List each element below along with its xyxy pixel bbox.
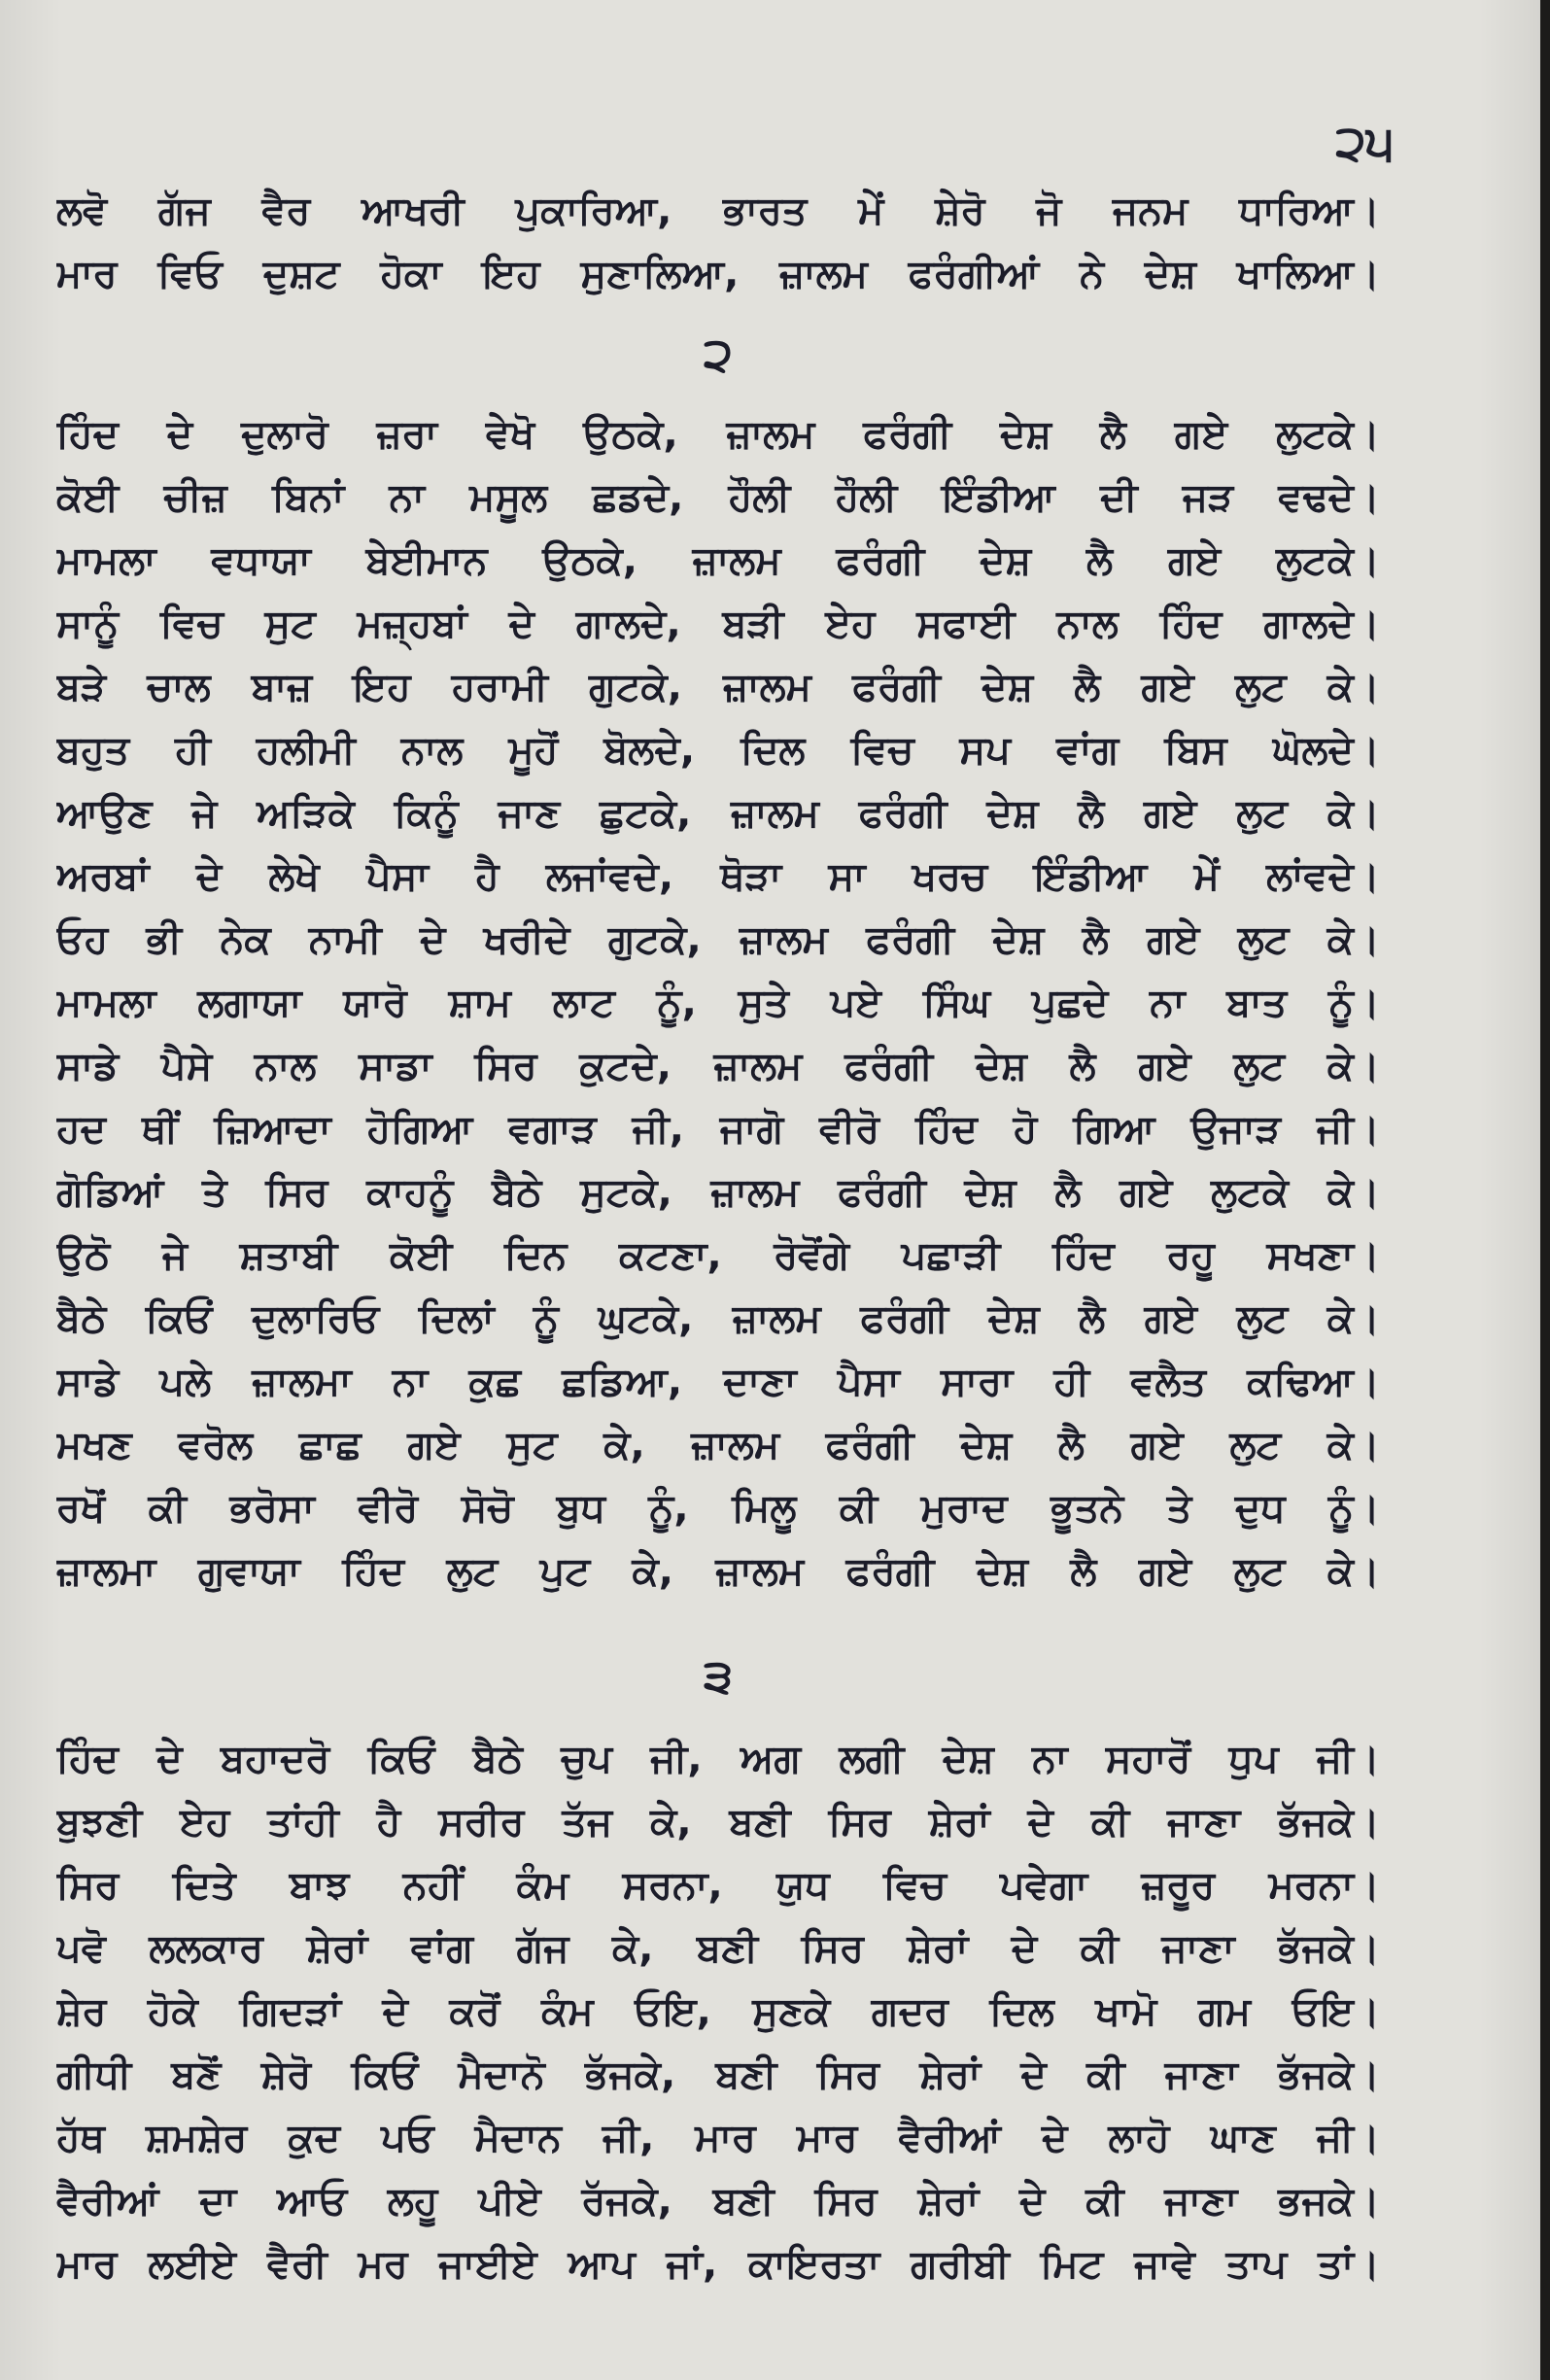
verse-line: ਬੁਝਣੀ ਏਹ ਤਾਂਹੀ ਹੈ ਸਰੀਰ ਤੱਜ ਕੇ, ਬਣੀ ਸਿਰ ਸ਼ੇਰਾਂ ਦੇ ਕੀ ਜਾਣਾ ਭੱਜਕੇ। (56, 1800, 1380, 1845)
verse-line: ਬੜੇ ਚਾਲ ਬਾਜ਼ ਇਹ ਹਰਾਮੀ ਗੁਟਕੇ, ਜ਼ਾਲਮ ਫਰੰਗੀ ਦੇਸ਼ ਲੈ ਗਏ ਲੁਟ ਕੇ। (56, 665, 1380, 709)
verse-line: ਓਹ ਭੀ ਨੇਕ ਨਾਮੀ ਦੇ ਖਰੀਦੇ ਗੁਟਕੇ, ਜ਼ਾਲਮ ਫਰੰਗੀ ਦੇਸ਼ ਲੈ ਗਏ ਲੁਟ ਕੇ। (56, 917, 1380, 962)
page-number: ੨੫ (1335, 115, 1395, 171)
verse-line: ਮਾਮਲਾ ਵਧਾਯਾ ਬੇਈਮਾਨ ਉਠਕੇ, ਜ਼ਾਲਮ ਫਰੰਗੀ ਦੇਸ਼ ਲੈ ਗਏ ਲੁਟਕੇ। (56, 538, 1380, 583)
verse-line: ਕੋਈ ਚੀਜ਼ ਬਿਨਾਂ ਨਾ ਮਸੂਲ ਛਡਦੇ, ਹੌਲੀ ਹੌਲੀ ਇੰਡੀਆ ਦੀ ਜੜ ਵਢਦੇ। (56, 475, 1380, 520)
section-number-3: ੩ (704, 1649, 733, 1704)
verse-line: ਰਖੋਂ ਕੀ ਭਰੋਸਾ ਵੀਰੋ ਸੋਚੋ ਬੁਧ ਨੂੰ, ਮਿਲੂ ਕੀ ਮੁਰਾਦ ਭੂਤਨੇ ਤੇ ਦੁਧ ਨੂੰ। (56, 1486, 1380, 1531)
poem-body (56, 180, 1380, 2296)
verse-line: ਹਿੰਦ ਦੇ ਬਹਾਦਰੋ ਕਿਓਂ ਬੈਠੇ ਚੁਪ ਜੀ, ਅਗ ਲਗੀ ਦੇਸ਼ ਨਾ ਸਹਾਰੋਂ ਧੁਪ ਜੀ। (56, 1737, 1380, 1781)
verse-line: ਸਾਡੇ ਪਲੇ ਜ਼ਾਲਮਾ ਨਾ ਕੁਛ ਛਡਿਆ, ਦਾਣਾ ਪੈਸਾ ਸਾਰਾ ਹੀ ਵਲੈਤ ਕਢਿਆ। (56, 1360, 1380, 1404)
verse-line: ਸਾਨੂੰ ਵਿਚ ਸੁਟ ਮਜ਼੍ਹਬਾਂ ਦੇ ਗਾਲਦੇ, ਬੜੀ ਏਹ ਸਫਾਈ ਨਾਲ ਹਿੰਦ ਗਾਲਦੇ। (56, 602, 1380, 646)
verse-line: ਮਾਰ ਵਿਓ ਦੁਸ਼ਟ ਹੋਕਾ ਇਹ ਸੁਣਾਲਿਆ, ਜ਼ਾਲਮ ਫਰੰਗੀਆਂ ਨੇ ਦੇਸ਼ ਖਾਲਿਆ। (56, 252, 1380, 296)
verse-line: ਪਵੋ ਲਲਕਾਰ ਸ਼ੇਰਾਂ ਵਾਂਗ ਗੱਜ ਕੇ, ਬਣੀ ਸਿਰ ਸ਼ੇਰਾਂ ਦੇ ਕੀ ਜਾਣਾ ਭੱਜਕੇ। (56, 1926, 1380, 1971)
verse-line: ਅਰਬਾਂ ਦੇ ਲੇਖੇ ਪੈਸਾ ਹੈ ਲਜਾਂਵਦੇ, ਥੋੜਾ ਸਾ ਖਰਚ ਇੰਡੀਆ ਮੇਂ ਲਾਂਵਦੇ। (56, 854, 1380, 899)
verse-line: ਗੋਡਿਆਂ ਤੇ ਸਿਰ ਕਾਹਨੂੰ ਬੈਠੇ ਸੁਟਕੇ, ਜ਼ਾਲਮ ਫਰੰਗੀ ਦੇਸ਼ ਲੈ ਗਏ ਲੁਟਕੇ ਕੇ। (56, 1170, 1380, 1215)
verse-line: ਮਖਣ ਵਰੋਲ ਛਾਛ ਗਏ ਸੁਟ ਕੇ, ਜ਼ਾਲਮ ਫਰੰਗੀ ਦੇਸ਼ ਲੈ ਗਏ ਲੁਟ ਕੇ। (56, 1423, 1380, 1467)
verse-line: ਹੱਥ ਸ਼ਮਸ਼ੇਰ ਕੁਦ ਪਓ ਮੈਦਾਨ ਜੀ, ਮਾਰ ਮਾਰ ਵੈਰੀਆਂ ਦੇ ਲਾਹੋ ਘਾਣ ਜੀ। (56, 2116, 1380, 2160)
verse-line: ਜ਼ਾਲਮਾ ਗੁਵਾਯਾ ਹਿੰਦ ਲੁਟ ਪੁਟ ਕੇ, ਜ਼ਾਲਮ ਫਰੰਗੀ ਦੇਸ਼ ਲੈ ਗਏ ਲੁਟ ਕੇ। (56, 1549, 1380, 1594)
verse-line: ਸ਼ੇਰ ਹੋਕੇ ਗਿਦੜਾਂ ਦੇ ਕਰੋਂ ਕੰਮ ਓਇ, ਸੁਣਕੇ ਗਦਰ ਦਿਲ ਖਾਮੋ ਗਮ ਓਇ। (56, 1989, 1380, 2034)
verse-line: ਸਿਰ ਦਿਤੇ ਬਾਝ ਨਹੀਂ ਕੰਮ ਸਰਨਾ, ਯੁਧ ਵਿਚ ਪਵੇਗਾ ਜ਼ਰੂਰ ਮਰਨਾ। (56, 1863, 1380, 1908)
section-number-2: ੨ (704, 328, 733, 382)
verse-line: ਮਾਰ ਲਈਏ ਵੈਰੀ ਮਰ ਜਾਈਏ ਆਪ ਜਾਂ, ਕਾਇਰਤਾ ਗਰੀਬੀ ਮਿਟ ਜਾਵੇ ਤਾਪ ਤਾਂ। (56, 2242, 1380, 2287)
verse-line: ਆਉਣ ਜੇ ਅੜਿਕੇ ਕਿਨੂੰ ਜਾਣ ਛੁਟਕੇ, ਜ਼ਾਲਮ ਫਰੰਗੀ ਦੇਸ਼ ਲੈ ਗਏ ਲੁਟ ਕੇ। (56, 791, 1380, 836)
verse-line: ਹਿੰਦ ਦੇ ਦੁਲਾਰੋ ਜ਼ਰਾ ਵੇਖੋ ਉਠਕੇ, ਜ਼ਾਲਮ ਫਰੰਗੀ ਦੇਸ਼ ਲੈ ਗਏ ਲੁਟਕੇ। (56, 412, 1380, 457)
verse-line: ਵੈਰੀਆਂ ਦਾ ਆਓ ਲਹੂ ਪੀਏ ਰੱਜਕੇ, ਬਣੀ ਸਿਰ ਸ਼ੇਰਾਂ ਦੇ ਕੀ ਜਾਣਾ ਭਜਕੇ। (56, 2179, 1380, 2224)
verse-line: ਬੈਠੇ ਕਿਓਂ ਦੁਲਾਰਿਓ ਦਿਲਾਂ ਨੂੰ ਘੁਟਕੇ, ਜ਼ਾਲਮ ਫਰੰਗੀ ਦੇਸ਼ ਲੈ ਗਏ ਲੁਟ ਕੇ। (56, 1296, 1380, 1341)
verse-line: ਉਠੋ ਜੇ ਸ਼ਤਾਬੀ ਕੋਈ ਦਿਨ ਕਟਣਾ, ਰੋਵੋਂਗੇ ਪਛਾੜੀ ਹਿੰਦ ਰਹੂ ਸਖਣਾ। (56, 1233, 1380, 1278)
verse-line: ਲਵੋ ਗੱਜ ਵੈਰ ਆਖਰੀ ਪੁਕਾਰਿਆ, ਭਾਰਤ ਮੇਂ ਸ਼ੇਰੋ ਜੋ ਜਨਮ ਧਾਰਿਆ। (56, 189, 1380, 233)
verse-line: ਬਹੁਤ ਹੀ ਹਲੀਮੀ ਨਾਲ ਮੂਹੋਂ ਬੋਲਦੇ, ਦਿਲ ਵਿਚ ਸਪ ਵਾਂਗ ਬਿਸ ਘੋਲਦੇ। (56, 728, 1380, 773)
verse-line: ਗੀਧੀ ਬਣੋਂ ਸ਼ੇਰੋ ਕਿਓਂ ਮੈਦਾਨੋ ਭੱਜਕੇ, ਬਣੀ ਸਿਰ ਸ਼ੇਰਾਂ ਦੇ ਕੀ ਜਾਣਾ ਭੱਜਕੇ। (56, 2052, 1380, 2097)
verse-line: ਸਾਡੇ ਪੈਸੇ ਨਾਲ ਸਾਡਾ ਸਿਰ ਕੁਟਦੇ, ਜ਼ਾਲਮ ਫਰੰਗੀ ਦੇਸ਼ ਲੈ ਗਏ ਲੁਟ ਕੇ। (56, 1044, 1380, 1088)
verse-line: ਮਾਮਲਾ ਲਗਾਯਾ ਯਾਰੋ ਸ਼ਾਮ ਲਾਟ ਨੂੰ, ਸੁਤੇ ਪਏ ਸਿੰਘ ਪੁਛਦੇ ਨਾ ਬਾਤ ਨੂੰ। (56, 981, 1380, 1025)
verse-line: ਹਦ ਥੀਂ ਜ਼ਿਆਦਾ ਹੋਗਿਆ ਵਗਾੜ ਜੀ, ਜਾਗੋ ਵੀਰੋ ਹਿੰਦ ਹੋ ਗਿਆ ਉਜਾੜ ਜੀ। (56, 1107, 1380, 1152)
